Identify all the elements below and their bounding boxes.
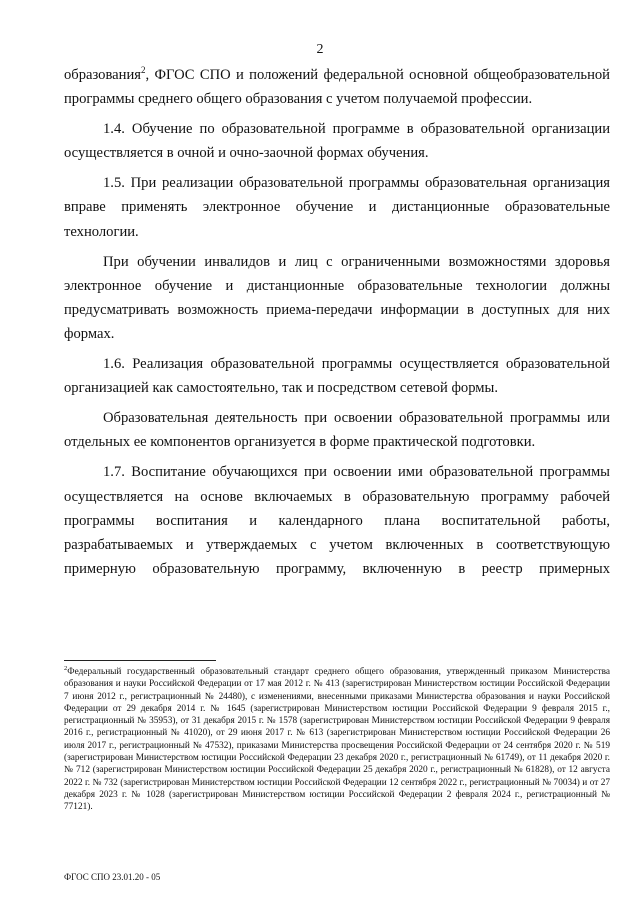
paragraph-practical-training: Образовательная деятельность при освоении образовательной программы или отдельных ее компонентов организуется в форме практической подготовки. <box>64 410 610 451</box>
paragraph-1-6: 1.6. Реализация образовательной программы осуществляется образовательной организацией как самостоятельно, так и посредством сетевой формы. <box>64 356 610 397</box>
paragraph-text: , ФГОС СПО и положений федеральной основной общеобразовательной программы среднего общего образования с учетом получаемой профессии. <box>64 67 610 108</box>
paragraph-disabled-persons: При обучении инвалидов и лиц с ограниченными возможностями здоровья электронное обучение и дистанционные образовательные технологии должны предусматривать возможность приема-передачи информации в доступных для них формах. <box>64 253 610 342</box>
document-code: ФГОС СПО 23.01.20 - 05 <box>64 872 161 882</box>
footnote-text: Федеральный государственный образовательный стандарт среднего общего образования, утвержденный приказом Министерства образования и науки Российской Федерации от 17 мая 2012 г. № 413 (зарегистрирован Министерством юстиции Российской Федерации 7 июня 2012 г., регистрационный № 24480), с изменениями, внесенными приказами Министерства образования и науки Российской Федерации от 29 декабря 2014 г. № 1645 (зарегистрирован Министерством юстиции Российской Федерации 9 февраля 2015 г., регистрационный № 35953), от 31 декабря 2015 г. № 1578 (зарегистрирован Министерством юстиции Российской Федерации 9 февраля 2016 г., регистрационный № 41020), от 29 июня 2017 г. № 613 (зарегистрирован Министерством юстиции Российской Федерации 26 июля 2017 г., регистрационный № 47532), приказами Министерства просвещения Российской Федерации от 24 сентября 2020 г. № 519 (зарегистрирован Министерством юстиции Российской Федерации 23 декабря 2020 г., регистрационный № 61749), от 11 декабря 2020 г. № 712 (зарегистрирован Министерством юстиции Российской Федерации 25 декабря 2020 г., регистрационный № 61828), от 12 августа 2022 г. № 732 (зарегистрирован Министерством юстиции Российской Федерации 12 сентября 2022 г., регистрационный № 70034) и от 27 декабря 2023 г. № 1028 (зарегистрирован Министерством юстиции Российской Федерации 2 февраля 2024 г., регистрационный № 77121). <box>64 667 610 813</box>
footnote-separator <box>64 660 216 661</box>
paragraph-1-4: 1.4. Обучение по образовательной программе в образовательной организации осуществляется в очной и очно-заочной формах обучения. <box>64 121 610 162</box>
paragraph-text: образования <box>64 67 141 83</box>
footnote-reference: 2 <box>140 65 146 76</box>
footnote <box>64 666 610 814</box>
paragraph-1-7: 1.7. Воспитание обучающихся при освоении ими образовательной программы осуществляется на основе включаемых в образовательную программу рабочей программы воспитания и календарного плана воспитательной работы, разрабатываемых и утверждаемых с учетом включенных в соответствующую примерную образовательную программу, включенную в реестр примерных <box>64 464 610 577</box>
paragraph-continuation <box>64 63 610 111</box>
document-body <box>64 63 610 581</box>
page-number: 2 <box>316 42 324 57</box>
footnote-mark: 2 <box>64 664 68 672</box>
paragraph-1-5: 1.5. При реализации образовательной программы образовательная организация вправе применять электронное обучение и дистанционные образовательные технологии. <box>64 175 610 240</box>
